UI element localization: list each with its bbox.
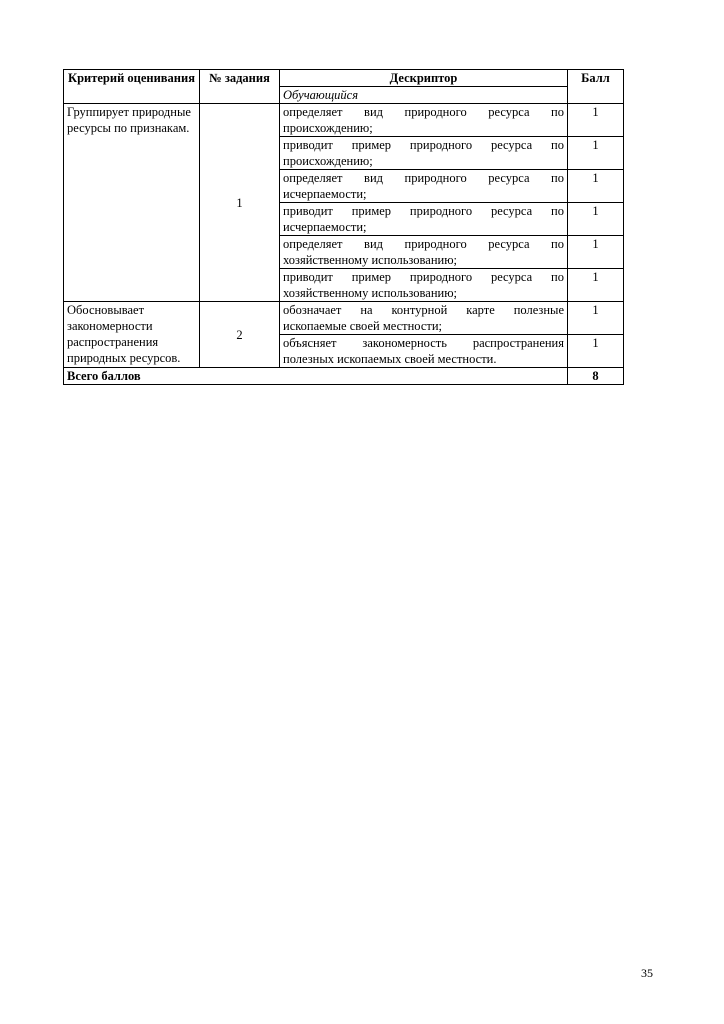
header-score: Балл (568, 70, 624, 104)
header-task: № задания (200, 70, 280, 104)
score-cell: 1 (568, 137, 624, 170)
task-number-cell: 2 (200, 302, 280, 368)
assessment-table (63, 69, 624, 385)
descriptor-cell: приводит пример природного ресурса по происхождению; (280, 137, 568, 170)
score-cell: 1 (568, 269, 624, 302)
task-number-cell: 1 (200, 104, 280, 302)
descriptor-cell: определяет вид природного ресурса по происхождению; (280, 104, 568, 137)
criterion-cell: Обосновывает закономерности распространения природных ресурсов. (64, 302, 200, 368)
header-student: Обучающийся (280, 87, 568, 104)
descriptor-cell: определяет вид природного ресурса по хозяйственному использованию; (280, 236, 568, 269)
total-label: Всего баллов (64, 368, 568, 385)
header-descriptor: Дескриптор (280, 70, 568, 87)
header-row (64, 70, 624, 87)
table-row (64, 302, 624, 335)
score-cell: 1 (568, 104, 624, 137)
total-row (64, 368, 624, 385)
descriptor-cell: приводит пример природного ресурса по исчерпаемости; (280, 203, 568, 236)
score-cell: 1 (568, 302, 624, 335)
descriptor-cell: объясняет закономерность распространения полезных ископаемых своей местности. (280, 335, 568, 368)
total-value: 8 (568, 368, 624, 385)
descriptor-cell: обозначает на контурной карте полезные ископаемые своей местности; (280, 302, 568, 335)
criterion-cell: Группирует природные ресурсы по признакам. (64, 104, 200, 302)
score-cell: 1 (568, 335, 624, 368)
score-cell: 1 (568, 170, 624, 203)
table-row (64, 104, 624, 137)
descriptor-cell: определяет вид природного ресурса по исчерпаемости; (280, 170, 568, 203)
score-cell: 1 (568, 236, 624, 269)
page-number: 35 (641, 966, 653, 980)
score-cell: 1 (568, 203, 624, 236)
descriptor-cell: приводит пример природного ресурса по хозяйственному использованию; (280, 269, 568, 302)
header-criterion: Критерий оценивания (64, 70, 200, 104)
